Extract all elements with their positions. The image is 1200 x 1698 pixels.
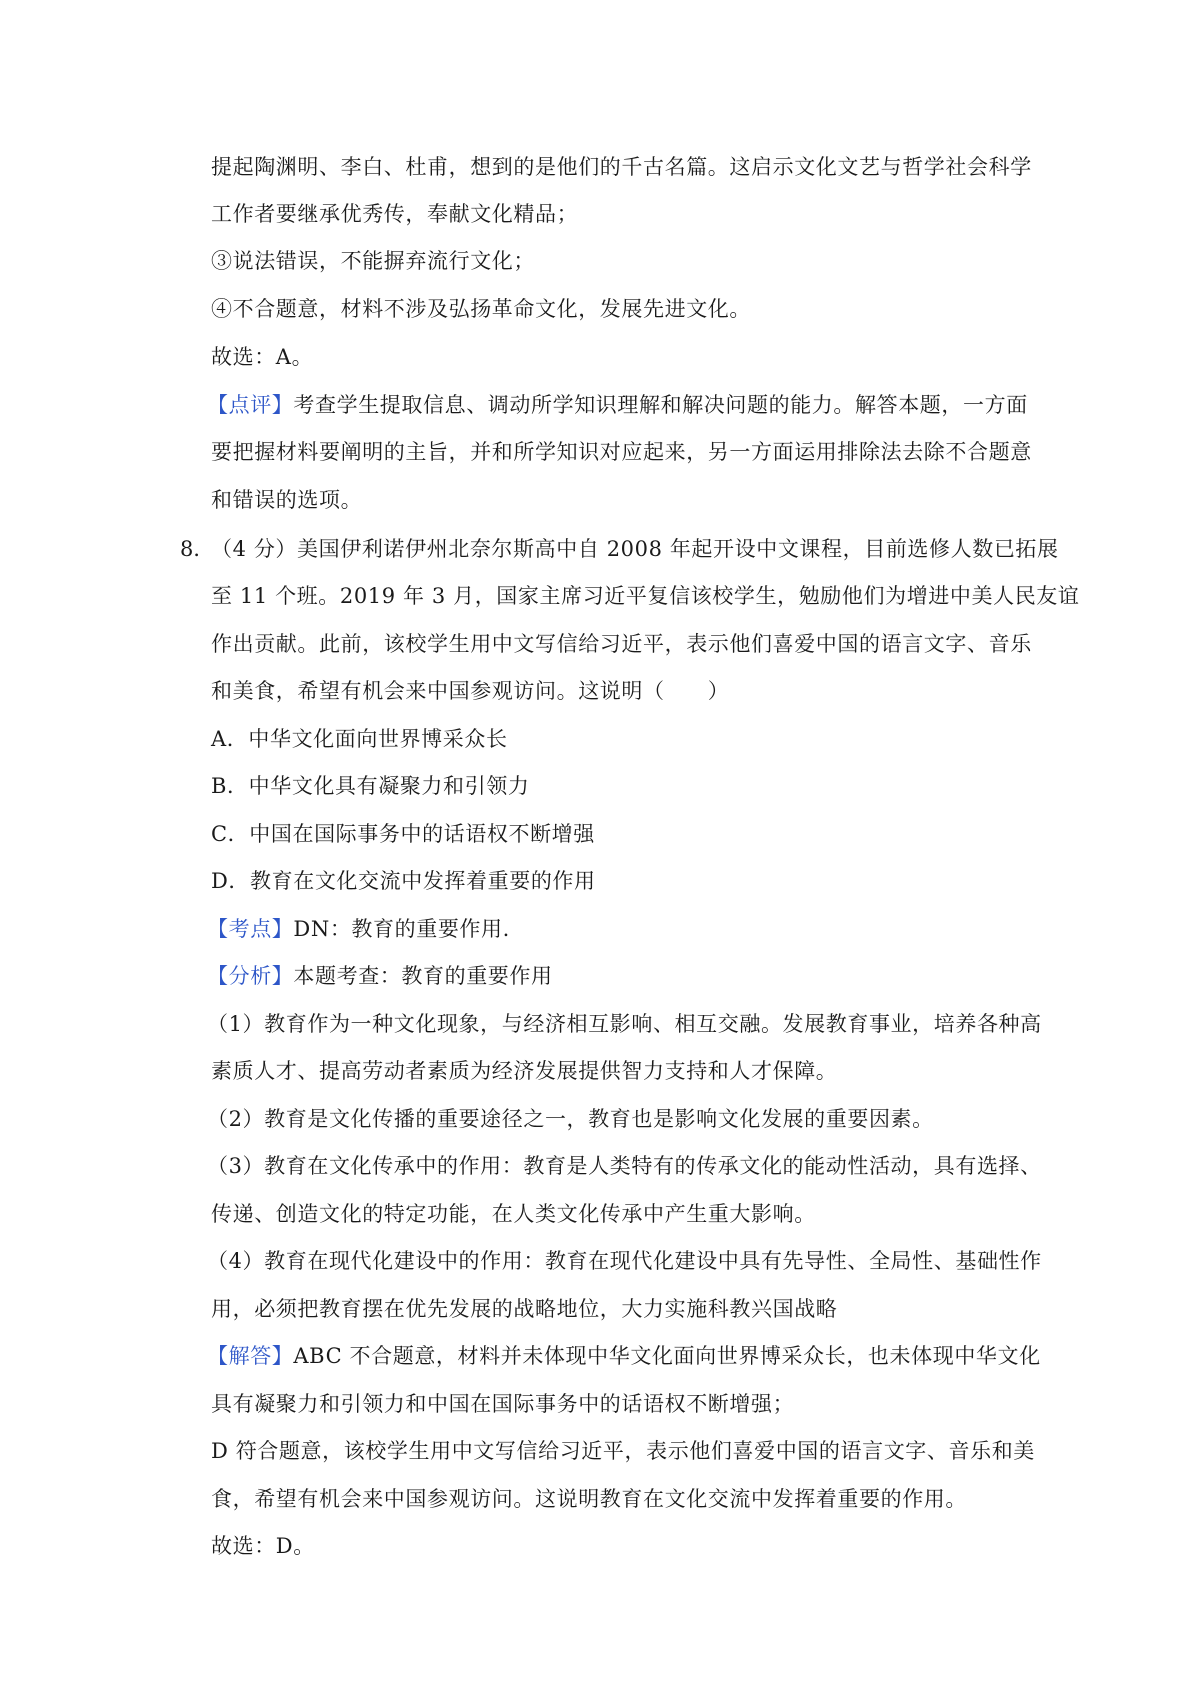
option-d: D．教育在文化交流中发挥着重要的作用 — [211, 869, 596, 893]
question-number: 8． — [180, 537, 215, 561]
option-b: B．中华文化具有凝聚力和引领力 — [211, 774, 530, 798]
comment-tag: 【点评】 — [207, 393, 294, 417]
answer-line: 故选：D。 — [211, 1534, 315, 1558]
fenxi-detail-line: （4）教育在现代化建设中的作用：教育在现代化建设中具有先导性、全局性、基础性作 — [207, 1249, 1042, 1273]
fenxi-detail-line: （2）教育是文化传播的重要途径之一，教育也是影响文化发展的重要因素。 — [207, 1107, 934, 1131]
fenxi-detail-line: 用，必须把教育摆在优先发展的战略地位，大力实施科教兴国战略 — [211, 1297, 838, 1321]
kaodian-line — [207, 914, 510, 944]
jieda-detail-line: 食，希望有机会来中国参观访问。这说明教育在文化交流中发挥着重要的作用。 — [211, 1487, 967, 1511]
question-stem-line: 作出贡献。此前，该校学生用中文写信给习近平，表示他们喜爱中国的语言文字、音乐 — [211, 632, 1032, 656]
comment-line: 和错误的选项。 — [211, 488, 363, 512]
fenxi-detail-line: （3）教育在文化传承中的作用：教育是人类特有的传承文化的能动性活动，具有选择、 — [207, 1154, 1042, 1178]
fenxi-tag: 【分析】 — [207, 964, 294, 988]
jieda-line — [207, 1341, 1041, 1371]
question-stem-line: 至 11 个班。2019 年 3 月，国家主席习近平复信该校学生，勉励他们为增进中美人民友谊 — [211, 584, 1080, 608]
fenxi-line — [207, 961, 553, 991]
kaodian-tag: 【考点】 — [207, 917, 294, 941]
question-stem-line: （4 分）美国伊利诺伊州北奈尔斯高中自 2008 年起开设中文课程，目前选修人数已拓展 — [211, 537, 1059, 561]
analysis-line: ④不合题意，材料不涉及弘扬革命文化，发展先进文化。 — [211, 297, 751, 321]
analysis-line: 工作者要继承优秀传，奉献文化精品； — [211, 202, 579, 226]
analysis-line: ③说法错误，不能摒弃流行文化； — [211, 249, 535, 273]
answer-line: 故选：A。 — [211, 345, 314, 369]
option-a: A．中华文化面向世界博采众长 — [211, 727, 508, 751]
jieda-tag: 【解答】 — [207, 1344, 294, 1368]
jieda-detail-line: 具有凝聚力和引领力和中国在国际事务中的话语权不断增强； — [211, 1392, 795, 1416]
fenxi-text: 本题考查：教育的重要作用 — [293, 964, 553, 988]
analysis-line: 提起陶渊明、李白、杜甫，想到的是他们的千古名篇。这启示文化文艺与哲学社会科学 — [211, 155, 1032, 179]
fenxi-detail-line: 素质人才、提高劳动者素质为经济发展提供智力支持和人才保障。 — [211, 1059, 838, 1083]
fenxi-detail-line: 传递、创造文化的特定功能，在人类文化传承中产生重大影响。 — [211, 1202, 816, 1226]
option-c: C．中国在国际事务中的话语权不断增强 — [211, 822, 595, 846]
question-stem-line: 和美食，希望有机会来中国参观访问。这说明（ ） — [211, 679, 730, 703]
fenxi-detail-line: （1）教育作为一种文化现象，与经济相互影响、相互交融。发展教育事业，培养各种高 — [207, 1012, 1042, 1036]
jieda-detail-line: D 符合题意，该校学生用中文写信给习近平，表示他们喜爱中国的语言文字、音乐和美 — [211, 1439, 1035, 1463]
comment-line: 要把握材料要阐明的主旨，并和所学知识对应起来，另一方面运用排除法去除不合题意 — [211, 440, 1032, 464]
comment-line — [207, 390, 1028, 420]
jieda-text: ABC 不合题意，材料并未体现中华文化面向世界博采众长，也未体现中华文化 — [293, 1344, 1041, 1368]
kaodian-text: DN：教育的重要作用. — [293, 917, 510, 941]
comment-text: 考查学生提取信息、调动所学知识理解和解决问题的能力。解答本题，一方面 — [293, 393, 1028, 417]
